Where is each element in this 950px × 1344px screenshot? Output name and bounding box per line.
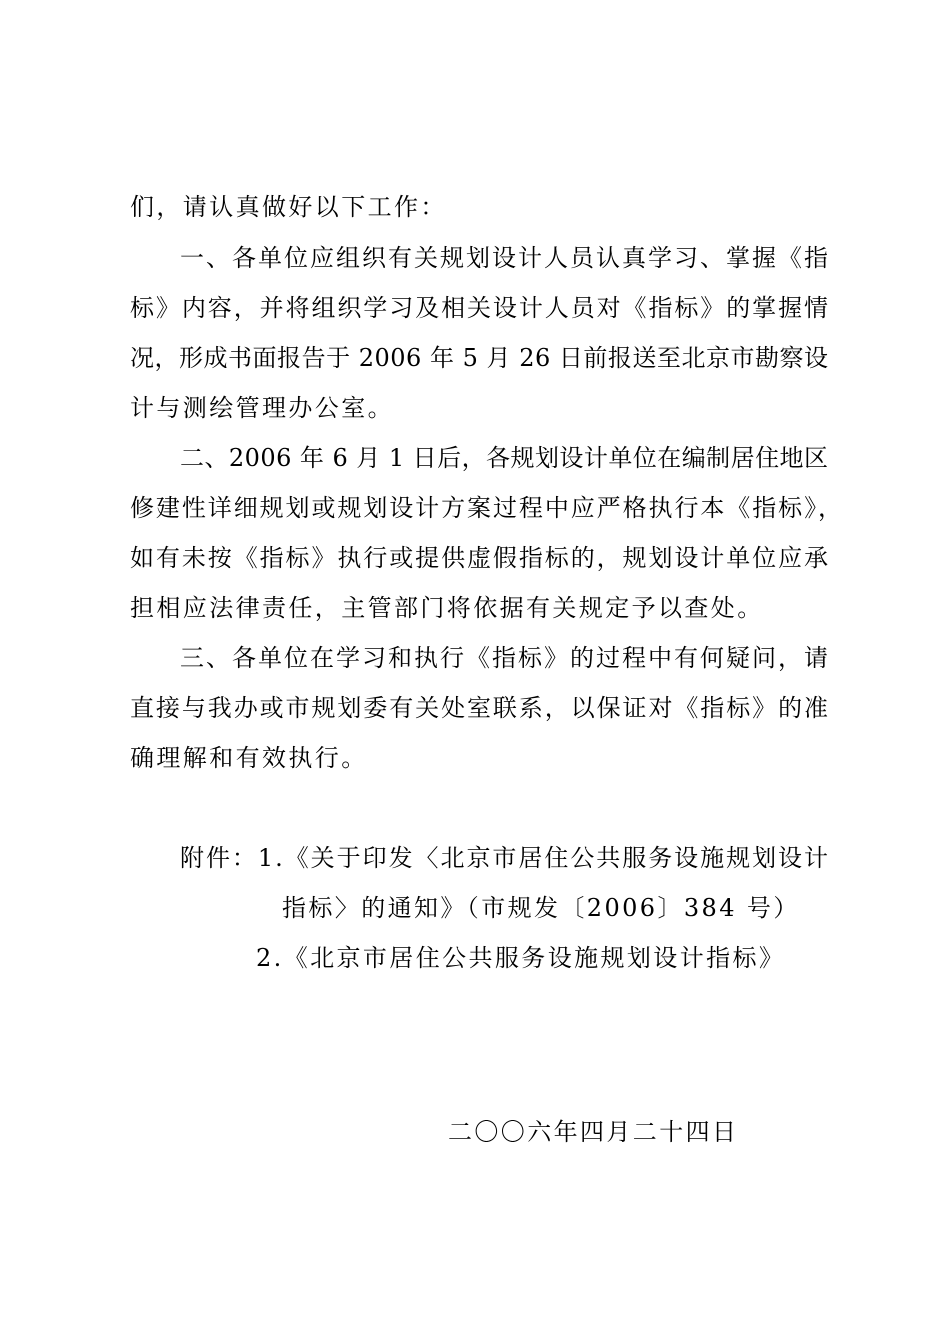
body-line-3: 标》内容，并将组织学习及相关设计人员对《指标》的掌握情 <box>130 294 830 322</box>
document-date: 二〇〇六年四月二十四日 <box>448 1118 739 1146</box>
body-line-12: 确理解和有效执行。 <box>130 744 368 772</box>
body-line-7: 修建性详细规划或规划设计方案过程中应严格执行本《指标》， <box>130 494 844 522</box>
body-line-1: 们，请认真做好以下工作： <box>130 193 447 221</box>
body-line-2: 一、各单位应组织有关规划设计人员认真学习、掌握《指 <box>180 244 830 272</box>
body-line-9: 担相应法律责任，主管部门将依据有关规定予以查处。 <box>130 594 764 622</box>
body-line-5: 计与测绘管理办公室。 <box>130 394 394 422</box>
attachment-line-3: 2.《北京市居住公共服务设施规划设计指标》 <box>256 944 786 972</box>
body-line-10: 三、各单位在学习和执行《指标》的过程中有何疑问，请 <box>180 644 830 672</box>
body-line-11: 直接与我办或市规划委有关处室联系，以保证对《指标》的准 <box>130 694 830 722</box>
body-line-6: 二、2006 年 6 月 1 日后，各规划设计单位在编制居住地区 <box>180 444 829 472</box>
attachment-line-1: 附件：1.《关于印发〈北京市居住公共服务设施规划设计 <box>180 844 830 872</box>
body-line-4: 况，形成书面报告于 2006 年 5 月 26 日前报送至北京市勘察设 <box>130 344 829 372</box>
body-line-8: 如有未按《指标》执行或提供虚假指标的，规划设计单位应承 <box>130 544 830 572</box>
attachment-line-2: 指标〉的通知》（市规发〔2006〕384 号） <box>282 894 800 922</box>
